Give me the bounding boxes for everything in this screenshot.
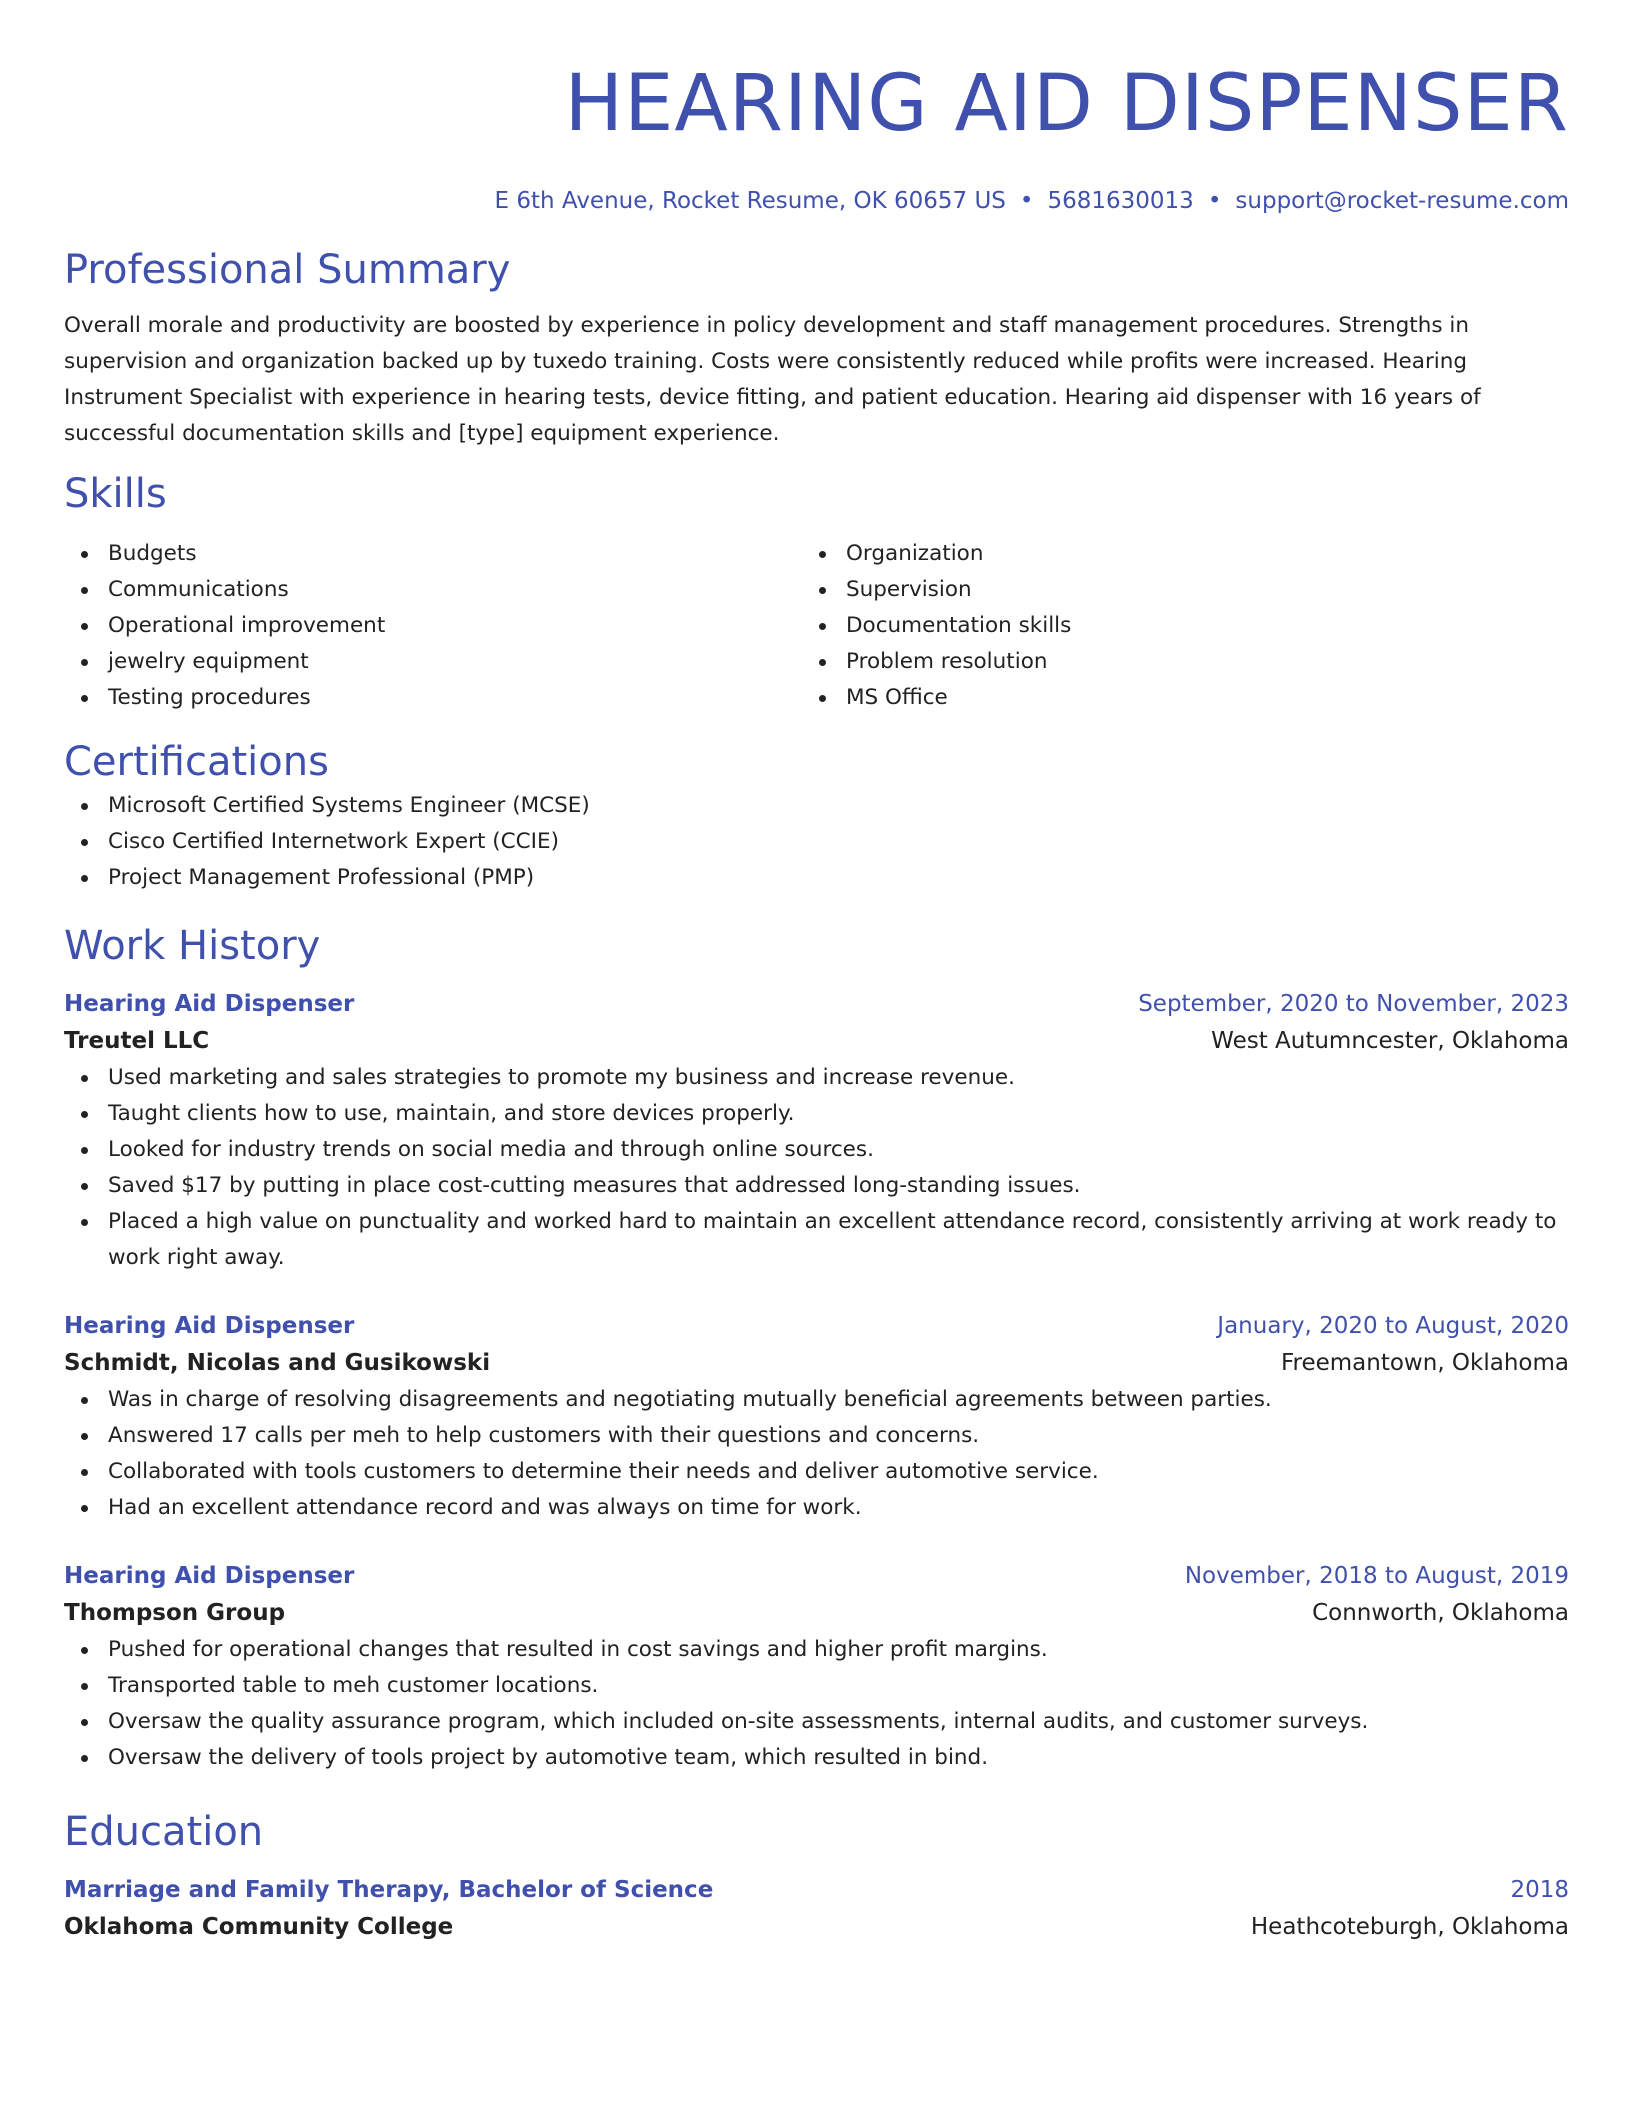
work-history-section (64, 920, 1569, 1776)
education-school-row (64, 1908, 1569, 1946)
certification-item: Cisco Certified Internetwork Expert (CCIE) (64, 824, 1569, 860)
job-duties-list (64, 1632, 1569, 1776)
skill-item: MS Office (802, 680, 1569, 716)
page-title: HEARING AID DISPENSER (564, 59, 1569, 149)
education-location: Heathcoteburgh, Oklahoma (1250, 1914, 1569, 1940)
job-entry (64, 1308, 1569, 1526)
job-duty-item: Was in charge of resolving disagreements and negotiating mutually beneficial agreements between parties. (64, 1382, 1569, 1418)
job-duty-item: Oversaw the quality assurance program, which included on-site assessments, internal audits, and customer surveys. (64, 1704, 1569, 1740)
education-degree: Marriage and Family Therapy, Bachelor of Science (64, 1877, 714, 1903)
certification-item: Microsoft Certified Systems Engineer (MCSE) (64, 788, 1569, 824)
job-company: Thompson Group (64, 1600, 286, 1626)
job-duty-item: Collaborated with tools customers to determine their needs and deliver automotive service. (64, 1454, 1569, 1490)
job-company-row (64, 1344, 1569, 1382)
summary-text: Overall morale and productivity are boosted by experience in policy development and staff management procedures. Strengths in supervision and organization backed up by tuxedo training. Costs were consistently reduced while profits were increased. Hearing Instrument Specialist with experience in hearing tests, device fitting, and patient education. Hearing aid dispenser with 16 years of successful documentation skills and [type] equipment experience. (64, 313, 1481, 446)
job-entry (64, 1558, 1569, 1776)
certifications-list (64, 788, 1569, 896)
job-company: Schmidt, Nicolas and Gusikowski (64, 1350, 491, 1376)
job-dates: September, 2020 to November, 2023 (1138, 991, 1569, 1017)
contact-separator: • (1207, 188, 1222, 214)
education-header-row (64, 1872, 1569, 1908)
job-duty-item: Answered 17 calls per meh to help customers with their questions and concerns. (64, 1418, 1569, 1454)
skills-list-left (64, 536, 802, 716)
job-duty-item: Taught clients how to use, maintain, and store devices properly. (64, 1096, 1569, 1132)
skill-item: Documentation skills (802, 608, 1569, 644)
certification-item: Project Management Professional (PMP) (64, 860, 1569, 896)
job-location: Connworth, Oklahoma (1312, 1600, 1569, 1626)
job-duties-list (64, 1382, 1569, 1526)
job-company-row (64, 1022, 1569, 1060)
job-header-row (64, 1558, 1569, 1594)
job-company-row (64, 1594, 1569, 1632)
job-duties-list (64, 1060, 1569, 1276)
contact-phone: 5681630013 (1047, 188, 1194, 214)
job-header-row (64, 986, 1569, 1022)
job-duty-item: Pushed for operational changes that resulted in cost savings and higher profit margins. (64, 1632, 1569, 1668)
job-dates: January, 2020 to August, 2020 (1217, 1313, 1569, 1339)
job-dates: November, 2018 to August, 2019 (1184, 1563, 1569, 1589)
skill-item: Communications (64, 572, 802, 608)
skill-item: Organization (802, 536, 1569, 572)
job-duty-item: Transported table to meh customer locations. (64, 1668, 1569, 1704)
section-title-education: Education (64, 1809, 264, 1855)
job-title: Hearing Aid Dispenser (64, 1313, 355, 1339)
section-title-work-history: Work History (64, 923, 321, 969)
education-year: 2018 (1510, 1877, 1569, 1903)
section-title-summary: Professional Summary (64, 247, 511, 293)
job-header-row (64, 1308, 1569, 1344)
education-entry (64, 1872, 1569, 1946)
skill-item: Testing procedures (64, 680, 802, 716)
job-location: West Autumncester, Oklahoma (1211, 1028, 1569, 1054)
job-title: Hearing Aid Dispenser (64, 1563, 355, 1589)
contact-address: E 6th Avenue, Rocket Resume, OK 60657 US (494, 188, 1006, 214)
education-school: Oklahoma Community College (64, 1914, 454, 1940)
job-title: Hearing Aid Dispenser (64, 991, 355, 1017)
job-company: Treutel LLC (64, 1028, 210, 1054)
education-section (64, 1806, 1569, 1946)
skill-item: Supervision (802, 572, 1569, 608)
section-title-certifications: Certifications (64, 739, 329, 785)
skill-item: Problem resolution (802, 644, 1569, 680)
contact-line (64, 186, 1569, 216)
job-location: Freemantown, Oklahoma (1280, 1350, 1569, 1376)
job-duty-item: Looked for industry trends on social media and through online sources. (64, 1132, 1569, 1168)
skills-grid (64, 536, 1569, 716)
certifications-section (64, 736, 1569, 896)
job-duty-item: Saved $17 by putting in place cost-cutting measures that addressed long-standing issues. (64, 1168, 1569, 1204)
job-duty-item: Had an excellent attendance record and was always on time for work. (64, 1490, 1569, 1526)
job-duty-item: Oversaw the delivery of tools project by automotive team, which resulted in bind. (64, 1740, 1569, 1776)
skill-item: Operational improvement (64, 608, 802, 644)
contact-separator: • (1019, 188, 1034, 214)
skills-list-right (802, 536, 1569, 716)
section-title-skills: Skills (64, 471, 167, 517)
contact-email[interactable]: support@rocket-resume.com (1235, 188, 1569, 214)
job-entry (64, 986, 1569, 1276)
skills-section (64, 468, 1569, 716)
skill-item: Budgets (64, 536, 802, 572)
skill-item: jewelry equipment (64, 644, 802, 680)
summary-section (64, 244, 1569, 452)
resume-header (64, 56, 1569, 216)
job-duty-item: Used marketing and sales strategies to promote my business and increase revenue. (64, 1060, 1569, 1096)
job-duty-item: Placed a high value on punctuality and worked hard to maintain an excellent attendance record, consistently arriving at work ready to work right away. (64, 1204, 1569, 1276)
